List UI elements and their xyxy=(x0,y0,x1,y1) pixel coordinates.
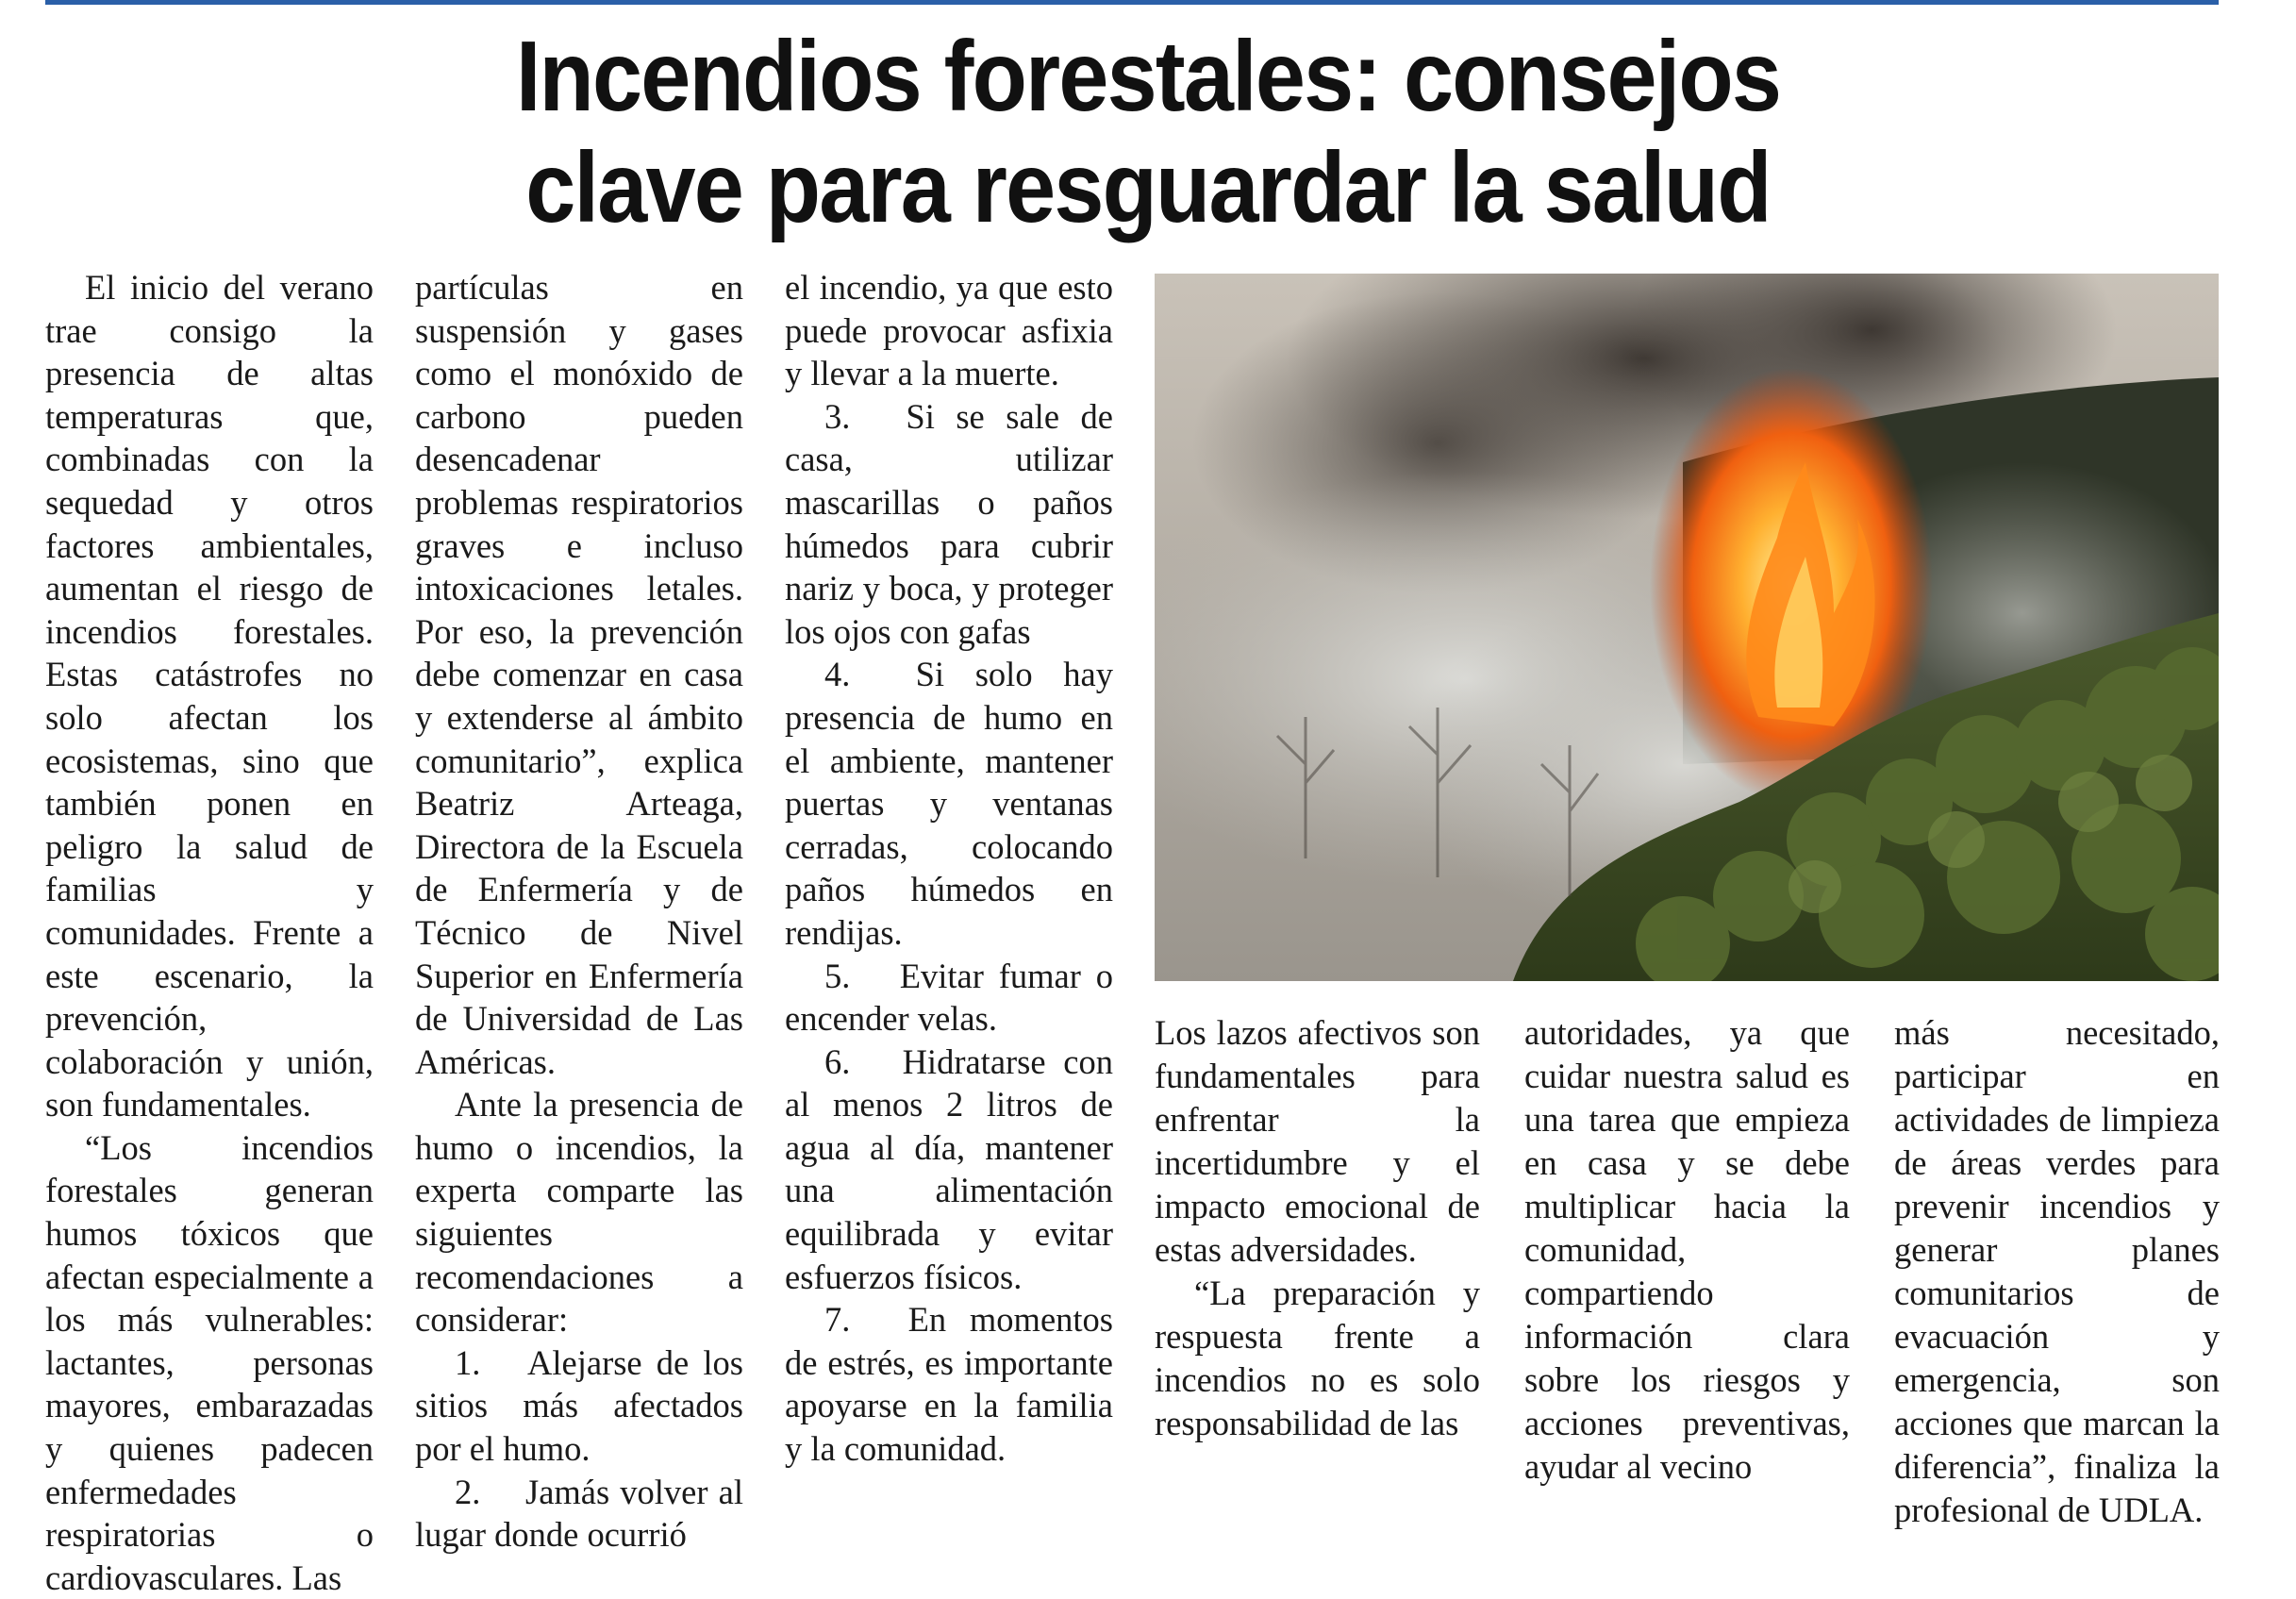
list-item: 6. Hidratarse con al menos 2 litros de agua al día, mantener una alimentación equilibrada y evitar esfuerzos físicos. xyxy=(785,1041,1113,1296)
paragraph: El inicio del verano trae consigo la presencia de altas temperaturas que, combinadas con la sequedad y otros factores ambientales, aumentan el riesgo de incendios forestales. Estas catástrofes no solo afectan los ecosistemas, sino que también ponen en peligro la salud de familias y comunidades. Frente a este escenario, la prevención, colaboración y unión, son fundamentales. xyxy=(45,268,374,1124)
headline xyxy=(115,21,2182,243)
headline-line-2: clave para resguardar la salud xyxy=(525,132,1771,243)
forest-fire-illustration xyxy=(1155,274,2219,981)
article-column-3 xyxy=(785,266,1113,1471)
list-item: 2. Jamás volver al lugar donde ocurrió xyxy=(415,1472,743,1555)
paragraph: “La preparación y respuesta frente a incendios no es solo responsabilidad de las xyxy=(1155,1274,1480,1442)
list-item: 4. Si solo hay presencia de humo en el ambiente, mantener puertas y ventanas cerradas, colocando paños húmedos en rendijas. xyxy=(785,655,1113,952)
list-item: 7. En momentos de estrés, es importante apoyarse en la familia y la comunidad. xyxy=(785,1300,1113,1469)
list-item: 1. Alejarse de los sitios más afectados por el humo. xyxy=(415,1342,743,1469)
article-column-2 xyxy=(415,266,743,1557)
paragraph: Ante la presencia de humo o incendios, la experta comparte las siguientes recomendaciones a considerar: xyxy=(415,1085,743,1340)
list-item: 5. Evitar fumar o encender velas. xyxy=(785,956,1113,1039)
paragraph: Los lazos afectivos son fundamentales para enfrentar la incertidumbre y el impacto emocional de estas adversidades. xyxy=(1155,1013,1480,1269)
paragraph: autoridades, ya que cuidar nuestra salud es una tarea que empieza en casa y se debe multiplicar hacia la comunidad, compartiendo información clara sobre los riesgos y acciones preventivas, ayudar al vecino xyxy=(1524,1013,1850,1486)
list-item: 3. Si se sale de casa, utilizar mascarillas o paños húmedos para cubrir nariz y boca, y proteger los ojos con gafas xyxy=(785,396,1113,651)
forest-fire-photo xyxy=(1155,274,2219,981)
paragraph: más necesitado, participar en actividades de limpieza de áreas verdes para prevenir incendios y generar planes comunitarios de evacuación y emergencia, son acciones que marcan la diferencia”, finaliza la profesional de UDLA. xyxy=(1894,1013,2220,1529)
paragraph: “Los incendios forestales generan humos tóxicos que afectan especialmente a los más vulnerables: lactantes, personas mayores, embarazadas y quienes padecen enfermedades respiratorias o cardiovasculares. Las xyxy=(45,1127,374,1597)
top-rule xyxy=(45,0,2219,5)
article-column-6 xyxy=(1894,1011,2220,1532)
article-column-5 xyxy=(1524,1011,1850,1489)
paragraph: partículas en suspensión y gases como el monóxido de carbono pueden desencadenar problemas respiratorios graves e incluso intoxicaciones letales. Por eso, la prevención debe comenzar en casa y extenderse al ámbito comunitario”, explica Beatriz Arteaga, Directora de la Escuela de Enfermería y de Técnico de Nivel Superior en Enfermería de Universidad de Las Américas. xyxy=(415,268,743,1081)
article-column-4 xyxy=(1155,1011,1480,1445)
article-column-1 xyxy=(45,266,374,1599)
headline-line-1: Incendios forestales: consejos xyxy=(515,21,1781,132)
list-item: el incendio, ya que esto puede provocar asfixia y llevar a la muerte. xyxy=(785,268,1113,393)
